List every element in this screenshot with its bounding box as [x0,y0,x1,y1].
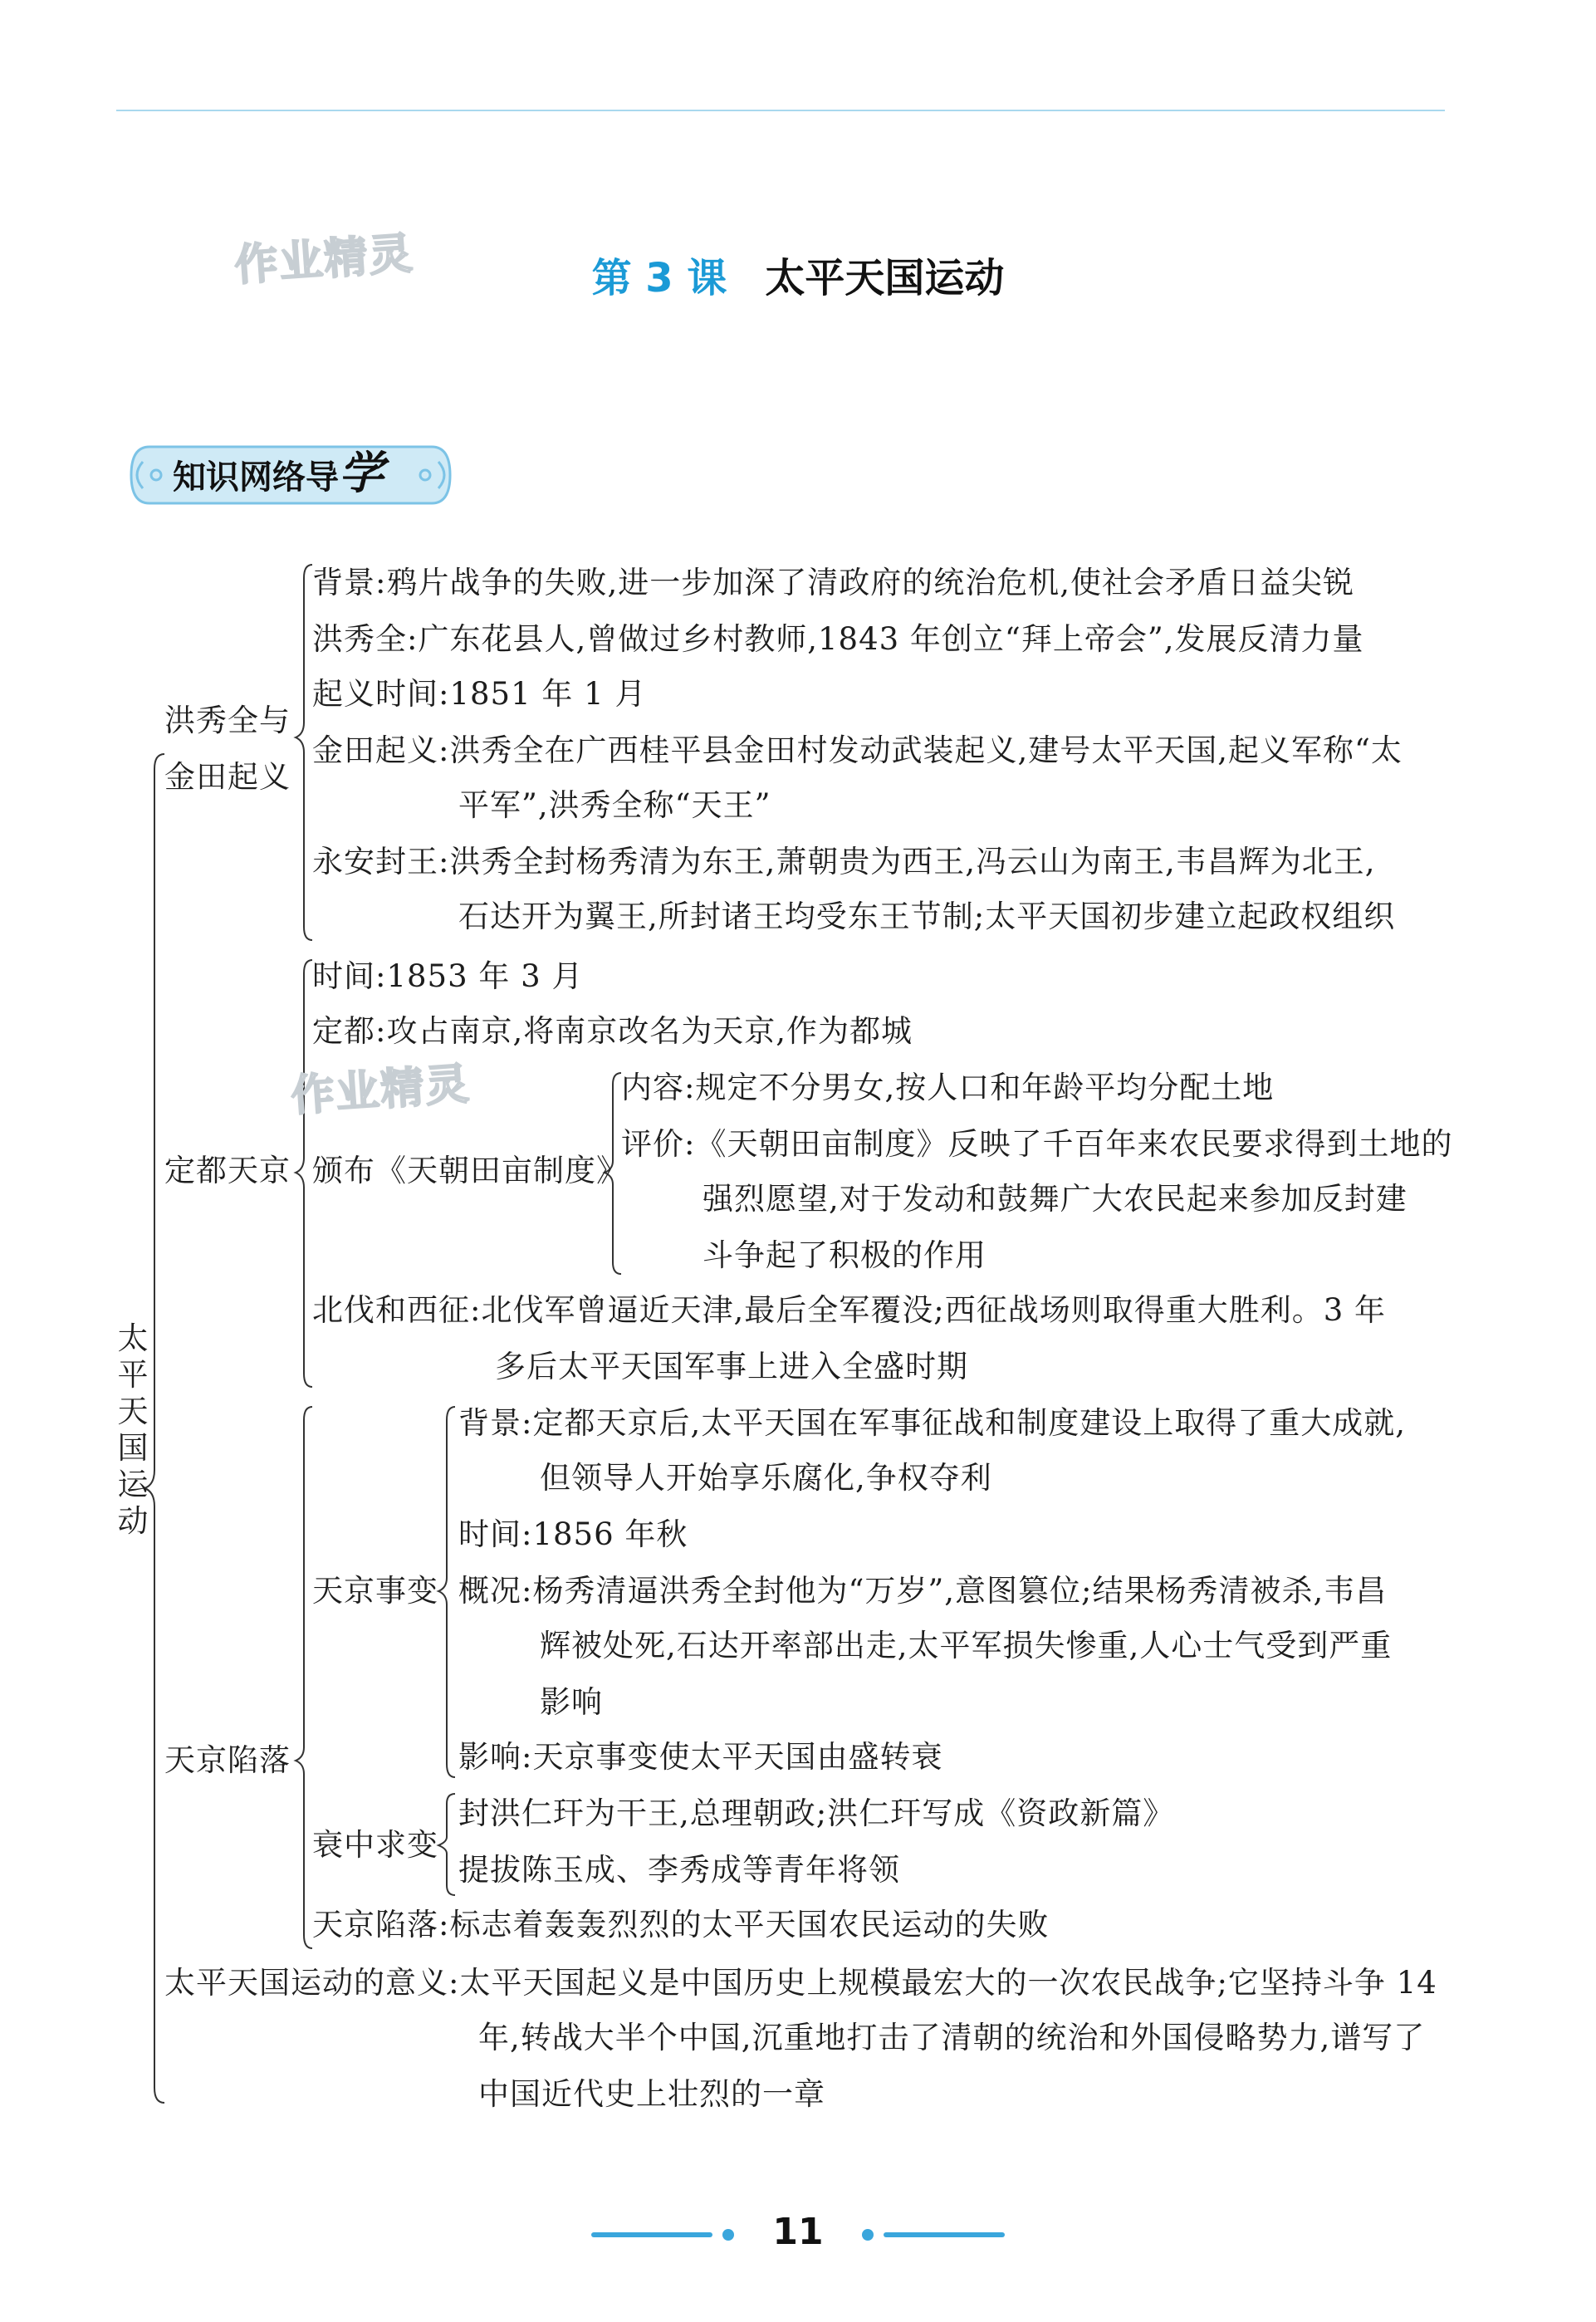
group1-line: 金田起义:洪秀全在广西桂平县金田村发动武装起义,建号太平天国,起义军称“太 [312,732,1403,768]
reform-line: 封洪仁玕为干王,总理朝政;洪仁玕写成《资政新篇》 [458,1795,1175,1831]
watermark: 作业精灵 [289,1059,472,1122]
incident-line: 影响:天京事变使太平天国由盛转衰 [458,1739,943,1775]
tiancao-line: 强烈愿望,对于发动和鼓舞广大农民起来参加反封建 [703,1181,1408,1217]
watermark: 作业精灵 [233,228,416,291]
group2-brace [296,960,312,1387]
lesson-number: 第 3 课 [591,255,727,301]
incident-line: 影响 [540,1684,603,1720]
group1-line: 平军”,洪秀全称“天王” [458,787,771,823]
page-number: 11 [772,2211,824,2253]
tiancao-line: 内容:规定不分男女,按人口和年龄平均分配土地 [621,1070,1275,1105]
incident-line: 但领导人开始享乐腐化,争权夺利 [540,1460,992,1496]
page-number-right-bar [884,2232,1005,2237]
lesson-name: 太平天国运动 [765,255,1005,301]
group3-label: 天京陷落 [164,1742,291,1778]
group2-label: 定都天京 [164,1153,291,1188]
significance-line: 中国近代史上壮烈的一章 [478,2076,825,2112]
incident-line: 时间:1856 年秋 [458,1516,688,1552]
tiancao-line: 斗争起了积极的作用 [703,1237,986,1273]
group2-line: 定都:攻占南京,将南京改名为天京,作为都城 [312,1013,913,1049]
group3-brace [296,1407,312,1948]
reform-line: 提拔陈玉成、李秀成等青年将领 [458,1852,900,1888]
group1-line: 起义时间:1851 年 1 月 [312,676,647,712]
group2-line: 时间:1853 年 3 月 [312,958,584,994]
significance-line: 太平天国运动的意义:太平天国起义是中国历史上规模最宏大的一次农民战争;它坚持斗争 14 [164,1965,1437,2001]
tianjing-incident-label: 天京事变 [312,1573,438,1609]
incident-line: 辉被处死,石达开率部出走,太平军损失惨重,人心士气受到严重 [540,1628,1393,1663]
group1-line: 永安封王:洪秀全封杨秀清为东王,萧朝贵为西王,冯云山为南王,韦昌辉为北王, [312,844,1376,879]
group1-line: 石达开为翼王,所封诸王均受东王节制;太平天国初步建立起政权组织 [458,899,1396,934]
group1-line: 洪秀全:广东花县人,曾做过乡村教师,1843 年创立“拜上帝会”,发展反清力量 [312,621,1364,657]
section-banner-label: 知识网络导学 [173,447,384,499]
page-number-right-dot [862,2229,874,2241]
group1-label-line2: 金田起义 [164,759,291,795]
group1-line: 背景:鸦片战争的失败,进一步加深了清政府的统治危机,使社会矛盾日益尖锐 [312,565,1354,600]
group1-brace [296,565,312,940]
banner-emphasis: 学 [339,447,384,499]
tianjing-incident-brace [438,1407,455,1777]
group2-line: 多后太平天国军事上进入全盛时期 [495,1349,968,1384]
incident-line: 概况:杨秀清逼洪秀全封他为“万岁”,意图篡位;结果杨秀清被杀,韦昌 [458,1573,1388,1609]
reform-label: 衰中求变 [312,1827,438,1863]
tiancao-label: 颁布《天朝田亩制度》 [312,1153,628,1188]
incident-line: 背景:定都天京后,太平天国在军事征战和制度建设上取得了重大成就, [458,1405,1406,1441]
root-label: 太 平 天 国 运 动 [117,1320,149,1539]
significance-line: 年,转战大半个中国,沉重地打击了清朝的统治和外国侵略势力,谱写了 [478,2020,1426,2055]
group3-tail: 天京陷落:标志着轰轰烈烈的太平天国农民运动的失败 [312,1907,1050,1942]
group1-label-line1: 洪秀全与 [164,703,291,738]
group2-line: 北伐和西征:北伐军曾逼近天津,最后全军覆没;西征战场则取得重大胜利。3 年 [312,1292,1386,1328]
reform-brace [438,1794,455,1895]
tiancao-line: 评价:《天朝田亩制度》反映了千百年来农民要求得到土地的 [621,1126,1453,1162]
